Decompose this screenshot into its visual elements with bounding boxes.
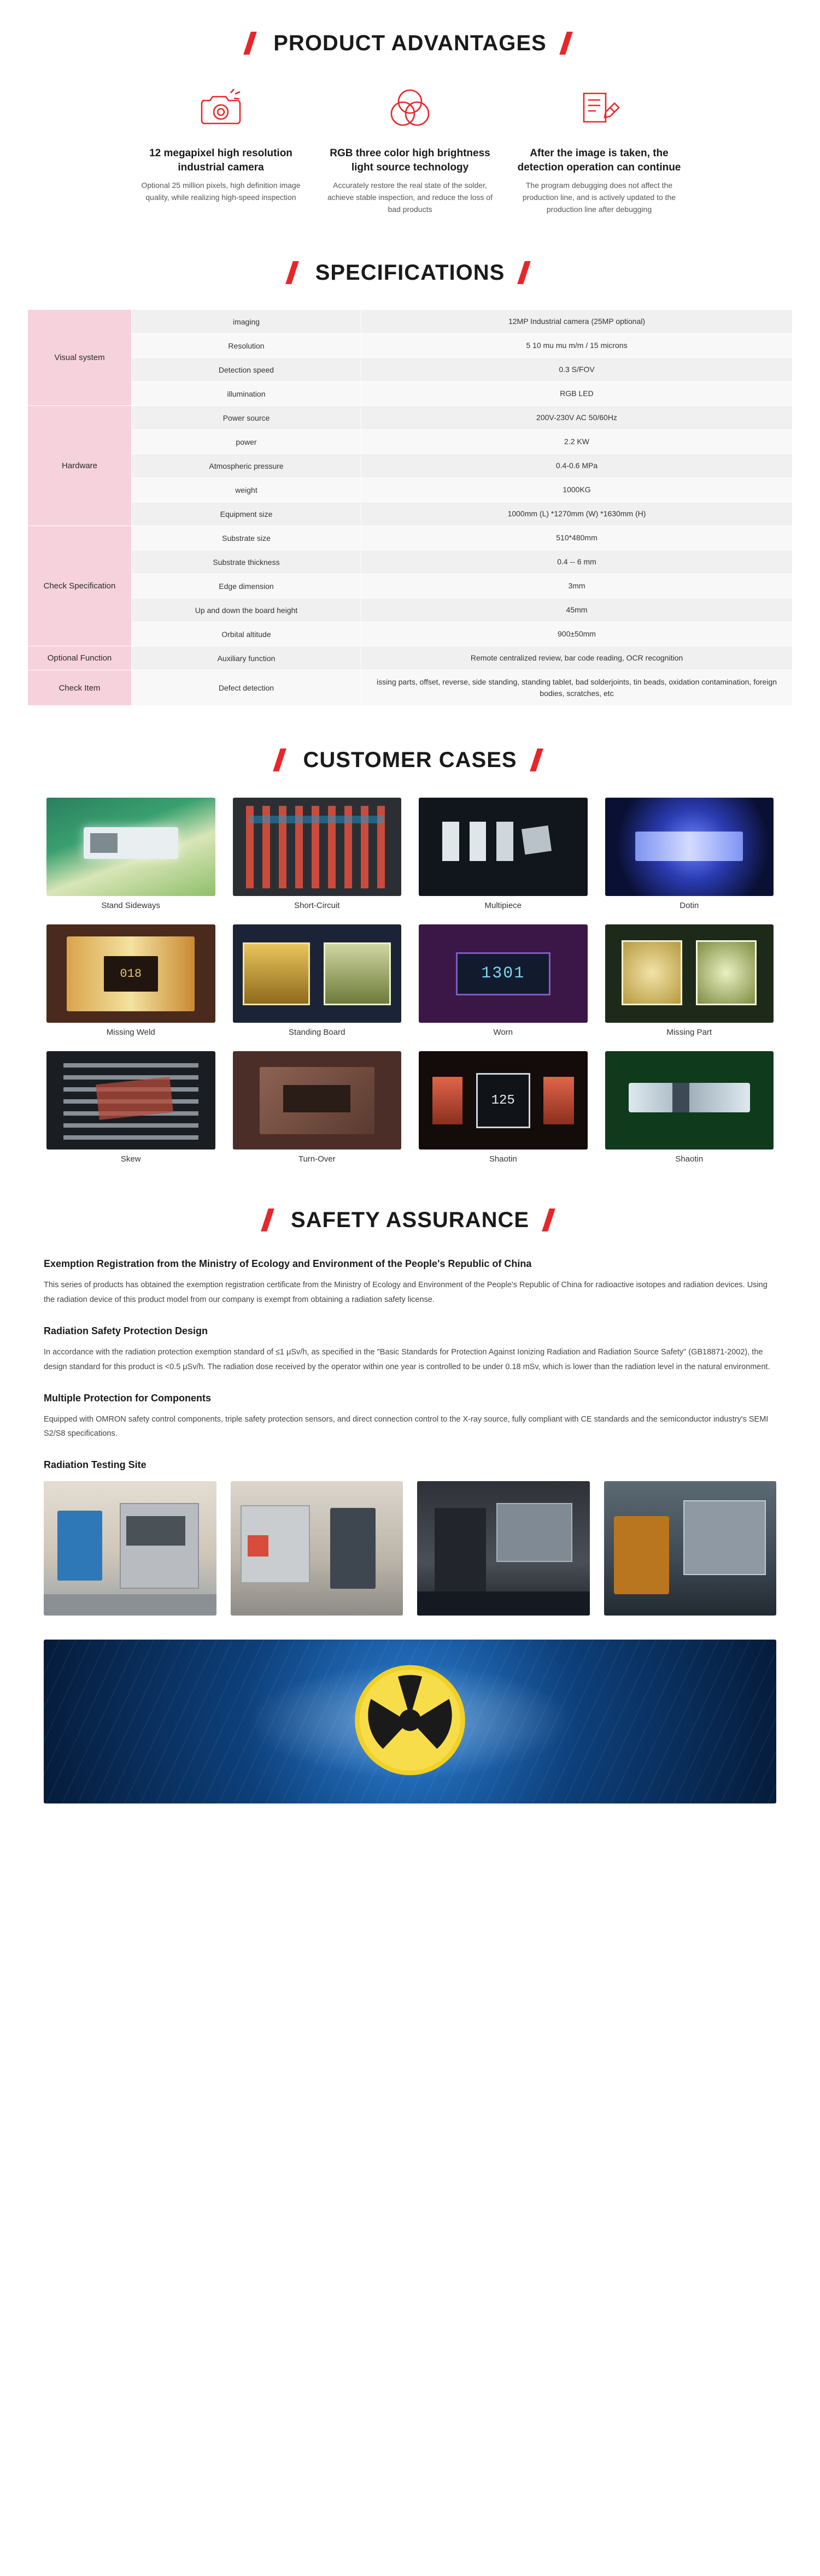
case-label: Shaotin xyxy=(675,1154,704,1164)
table-row xyxy=(28,670,793,706)
table-row xyxy=(28,454,793,478)
table-row xyxy=(28,334,793,358)
spec-value: 200V-230V AC 50/60Hz xyxy=(361,406,793,430)
table-row xyxy=(28,310,793,334)
spec-name: Atmospheric pressure xyxy=(132,454,361,478)
case-image-dotin xyxy=(605,798,774,896)
spec-name: Orbital altitude xyxy=(132,622,361,646)
case-item xyxy=(605,1051,774,1164)
safety-assurance-heading xyxy=(0,1207,820,1233)
safety-block-title: Multiple Protection for Components xyxy=(44,1392,211,1404)
case-image-shaotin-2 xyxy=(605,1051,774,1150)
case-item xyxy=(419,924,588,1037)
spec-category: Check Specification xyxy=(28,526,132,646)
spec-category: Check Item xyxy=(28,670,132,706)
case-image-turn-over xyxy=(233,1051,402,1150)
spec-value: Remote centralized review, bar code reading, OCR recognition xyxy=(361,646,793,670)
spec-name: Power source xyxy=(132,406,361,430)
safety-body xyxy=(44,1257,776,1803)
spec-value: RGB LED xyxy=(361,382,793,406)
case-item xyxy=(46,924,215,1037)
advantage-item xyxy=(126,81,315,215)
slash-left-icon xyxy=(260,1207,279,1233)
section-title: SAFETY ASSURANCE xyxy=(290,1207,530,1232)
spec-value: 2.2 KW xyxy=(361,430,793,454)
spec-value: 45mm xyxy=(361,598,793,622)
advantage-item xyxy=(505,81,694,215)
customer-cases-heading xyxy=(0,747,820,773)
specifications-heading xyxy=(0,260,820,285)
spec-name: Defect detection xyxy=(132,670,361,706)
case-label: Stand Sideways xyxy=(101,901,161,911)
section-title: CUSTOMER CASES xyxy=(303,747,517,772)
case-label: Missing Part xyxy=(666,1028,712,1038)
spec-value: 1000KG xyxy=(361,478,793,502)
spec-name: Substrate size xyxy=(132,526,361,550)
safety-block-text: Equipped with OMRON safety control components, triple safety protection sensors, and direct connection control to the X-ray source, fully compliant with CE standards and the semiconductor industry's SEMI S2/S8 specifications. xyxy=(44,1414,769,1439)
table-row xyxy=(28,574,793,598)
advantage-desc: Optional 25 million pixels, high definition image quality, while realizing high-speed inspection xyxy=(141,181,301,202)
case-item xyxy=(233,1051,402,1164)
slash-right-icon xyxy=(517,260,535,285)
radiation-testing-site-title: Radiation Testing Site xyxy=(44,1459,147,1471)
table-row xyxy=(28,646,793,670)
spec-value: 5 10 mu mu m/m / 15 microns xyxy=(361,334,793,358)
slash-right-icon xyxy=(529,747,548,773)
case-item xyxy=(605,798,774,910)
table-row xyxy=(28,550,793,574)
spec-name: Edge dimension xyxy=(132,574,361,598)
spec-value: 510*480mm xyxy=(361,526,793,550)
case-image-standing-board xyxy=(233,924,402,1023)
table-row xyxy=(28,358,793,382)
spec-name: Resolution xyxy=(132,334,361,358)
spec-value: 1000mm (L) *1270mm (W) *1630mm (H) xyxy=(361,502,793,526)
section-title: PRODUCT ADVANTAGES xyxy=(273,31,547,55)
spec-value: 3mm xyxy=(361,574,793,598)
table-row xyxy=(28,502,793,526)
safety-block-title: Radiation Safety Protection Design xyxy=(44,1325,208,1336)
safety-assurance-section xyxy=(0,1180,820,1803)
spec-category: Hardware xyxy=(28,406,132,526)
camera-icon xyxy=(134,81,308,135)
case-image-missing-weld: 018 xyxy=(46,924,215,1023)
testing-site-photo-2 xyxy=(231,1481,403,1616)
slash-left-icon xyxy=(243,31,261,56)
specifications-section xyxy=(0,241,820,722)
slash-right-icon xyxy=(541,1207,560,1233)
case-image-worn: 1301 xyxy=(419,924,588,1023)
advantage-desc: Accurately restore the real state of the solder, achieve stable inspection, and reduce the loss of bad products xyxy=(327,181,493,214)
table-row xyxy=(28,406,793,430)
case-label: Multipiece xyxy=(484,901,522,911)
safety-block-text: This series of products has obtained the exemption registration certificate from the Ministry of Ecology and Environment of the People's Republic of China for radioactive isotopes and radiation devices. Using the radiation device of this product model from our company is exempt from obtaining a radiation safety license. xyxy=(44,1281,768,1305)
cases-grid xyxy=(46,798,774,1164)
spec-value: issing parts, offset, reverse, side standing, standing tablet, bad solderjoints, tin beads, oxidation contamination, foreign bodies, scratches, etc xyxy=(361,670,793,706)
slash-right-icon xyxy=(559,31,577,56)
case-image-shaotin-1: 125 xyxy=(419,1051,588,1150)
spec-name: Up and down the board height xyxy=(132,598,361,622)
advantage-title: RGB three color high brightness light source technology xyxy=(330,148,490,173)
spec-name: imaging xyxy=(132,310,361,334)
advantage-title: After the image is taken, the detection operation can continue xyxy=(517,148,681,173)
table-row xyxy=(28,430,793,454)
spec-category: Visual system xyxy=(28,310,132,406)
edit-document-icon xyxy=(512,81,686,135)
advantage-desc: The program debugging does not affect the production line, and is actively updated to the production line after debugging xyxy=(522,181,676,214)
spec-category: Optional Function xyxy=(28,646,132,670)
spec-name: Equipment size xyxy=(132,502,361,526)
customer-cases-section xyxy=(0,722,820,1180)
case-label: Skew xyxy=(120,1154,141,1164)
slash-left-icon xyxy=(285,260,303,285)
rgb-circles-icon xyxy=(323,81,497,135)
spec-name: Auxiliary function xyxy=(132,646,361,670)
case-image-multipiece xyxy=(419,798,588,896)
table-row xyxy=(28,382,793,406)
testing-site-photo-1 xyxy=(44,1481,216,1616)
spec-name: Detection speed xyxy=(132,358,361,382)
case-item xyxy=(46,798,215,910)
spec-value: 0.4-0.6 MPa xyxy=(361,454,793,478)
case-image-stand-sideways xyxy=(46,798,215,896)
product-advantages-section xyxy=(0,0,820,241)
case-label: Missing Weld xyxy=(106,1028,155,1038)
case-label: Dotin xyxy=(680,901,699,911)
case-label: Standing Board xyxy=(289,1028,345,1038)
case-label: Worn xyxy=(493,1028,513,1038)
case-item xyxy=(605,924,774,1037)
advantage-title: 12 megapixel high resolution industrial camera xyxy=(149,148,292,173)
table-row xyxy=(28,526,793,550)
case-item xyxy=(46,1051,215,1164)
case-item xyxy=(233,924,402,1037)
case-label: Turn-Over xyxy=(298,1154,336,1164)
case-item xyxy=(419,1051,588,1164)
spec-value: 0.3 S/FOV xyxy=(361,358,793,382)
case-image-missing-part xyxy=(605,924,774,1023)
radiation-testing-photos xyxy=(44,1481,776,1616)
slash-left-icon xyxy=(272,747,291,773)
case-item xyxy=(233,798,402,910)
case-image-skew xyxy=(46,1051,215,1150)
spec-name: weight xyxy=(132,478,361,502)
spec-name: Substrate thickness xyxy=(132,550,361,574)
advantages-grid xyxy=(0,81,820,215)
spec-value: 900±50mm xyxy=(361,622,793,646)
case-image-short-circuit xyxy=(233,798,402,896)
safety-block-text: In accordance with the radiation protection exemption standard of ≤1 μSv/h, as specified in the "Basic Standards for Protection Against Ionizing Radiation and Radiation Source Safety" (GB18871-2002), the design standard for this product is <0.5 μSv/h. The radiation dose received by the operator within one year is controlled to be under 0.18 mSv, which is lower than the radiation level in the natural environment. xyxy=(44,1347,770,1371)
safety-block-title: Exemption Registration from the Ministry of Ecology and Environment of the People's Republic of China xyxy=(44,1258,532,1270)
table-row xyxy=(28,622,793,646)
case-item xyxy=(419,798,588,910)
section-title: SPECIFICATIONS xyxy=(315,260,505,285)
table-row xyxy=(28,598,793,622)
case-label: Shaotin xyxy=(489,1154,517,1164)
spec-name: illumination xyxy=(132,382,361,406)
testing-site-photo-3 xyxy=(417,1481,590,1616)
specifications-table xyxy=(27,309,793,706)
case-label: Short-Circuit xyxy=(294,901,340,911)
advantage-item xyxy=(315,81,505,215)
testing-site-photo-4 xyxy=(604,1481,777,1616)
radiation-hazard-banner xyxy=(44,1640,776,1803)
spec-name: power xyxy=(132,430,361,454)
spec-value: 12MP Industrial camera (25MP optional) xyxy=(361,310,793,334)
spec-value: 0.4 -- 6 mm xyxy=(361,550,793,574)
product-advantages-heading xyxy=(0,31,820,56)
radiation-trefoil-icon xyxy=(353,1663,467,1781)
table-row xyxy=(28,478,793,502)
